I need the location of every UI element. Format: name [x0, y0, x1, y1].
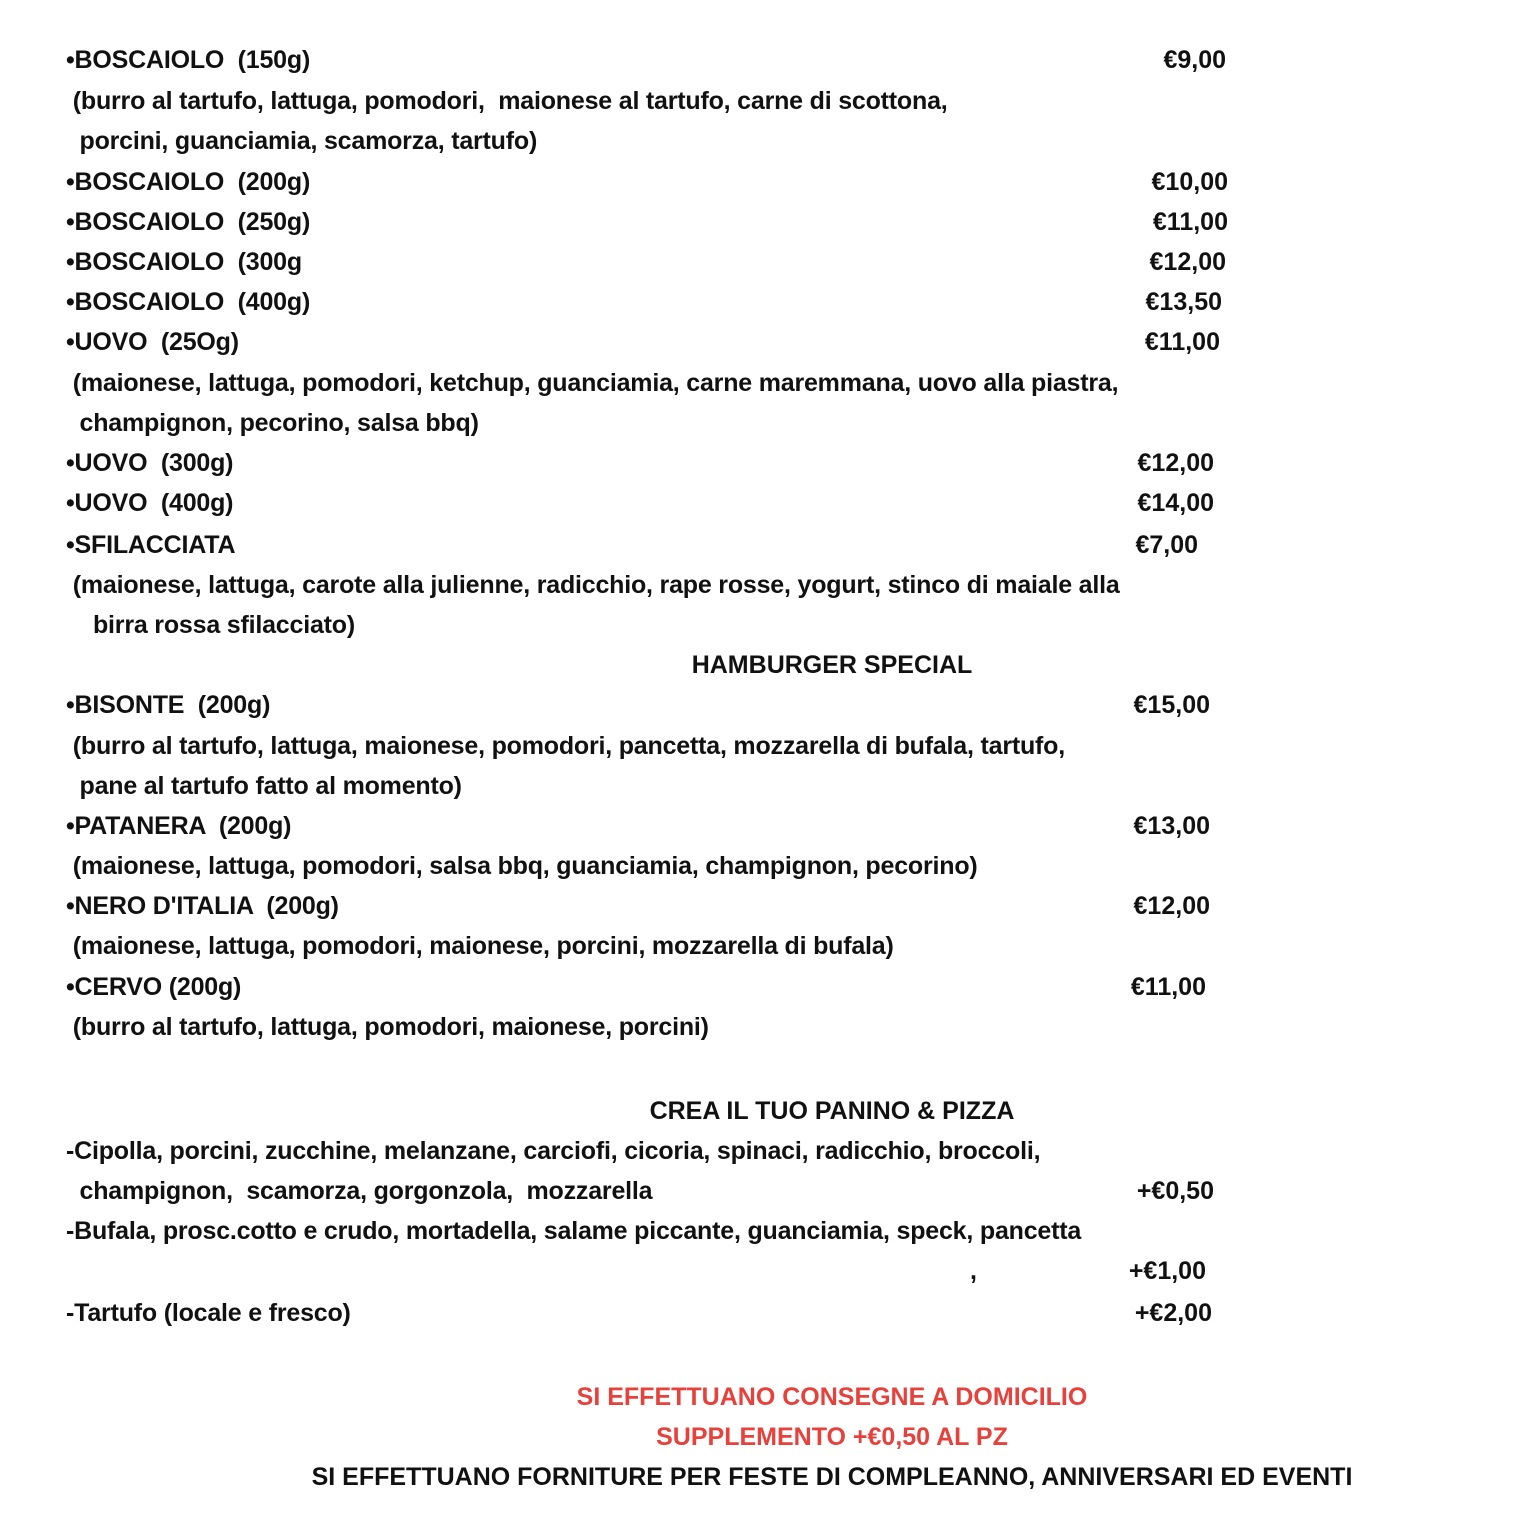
- item-description: birra rossa sfilacciato): [66, 611, 355, 639]
- item-price: €11,00: [1130, 973, 1206, 1001]
- item-description: (burro al tartufo, lattuga, pomodori, maionese, porcini): [66, 1013, 709, 1041]
- item-name: •PATANERA (200g): [66, 812, 292, 840]
- item-price: €10,00: [1151, 168, 1228, 196]
- extra-price: +€0,50: [1136, 1177, 1214, 1205]
- section-heading-crea: CREA IL TUO PANINO & PIZZA: [649, 1097, 1015, 1125]
- extra-comma: ,: [970, 1257, 977, 1285]
- events-notice: SI EFFETTUANO FORNITURE PER FESTE DI COMPLEANNO, ANNIVERSARI ED EVENTI: [311, 1463, 1353, 1491]
- item-price: €13,50: [1145, 288, 1222, 316]
- extra-line: -Tartufo (locale e fresco): [66, 1299, 351, 1327]
- item-name: •UOVO (25Og): [66, 328, 239, 356]
- item-name: •BOSCAIOLO (400g): [66, 288, 311, 316]
- item-price: €15,00: [1133, 691, 1210, 719]
- item-description: (burro al tartufo, lattuga, maionese, pomodori, pancetta, mozzarella di bufala, tartufo,: [66, 732, 1065, 760]
- item-name: •UOVO (300g): [66, 449, 234, 477]
- item-name: •BISONTE (200g): [66, 691, 271, 719]
- delivery-supplement: SUPPLEMENTO +€0,50 AL PZ: [656, 1423, 1008, 1451]
- item-description: pane al tartufo fatto al momento): [66, 772, 462, 800]
- item-price: €14,00: [1137, 489, 1214, 517]
- item-name: •BOSCAIOLO (250g): [66, 208, 311, 236]
- item-name: •UOVO (400g): [66, 489, 234, 517]
- item-name: •BOSCAIOLO (150g): [66, 46, 311, 74]
- item-price: €11,00: [1152, 208, 1228, 236]
- item-price: €12,00: [1133, 892, 1210, 920]
- item-description: (maionese, lattuga, pomodori, maionese, porcini, mozzarella di bufala): [66, 932, 894, 960]
- item-description: champignon, pecorino, salsa bbq): [66, 409, 479, 437]
- section-heading-special: HAMBURGER SPECIAL: [691, 651, 973, 679]
- extra-line: -Bufala, prosc.cotto e crudo, mortadella, salame piccante, guanciamia, speck, pancetta: [66, 1217, 1082, 1245]
- item-name: •CERVO (200g): [66, 973, 242, 1001]
- item-price: €13,00: [1133, 812, 1210, 840]
- item-description: (burro al tartufo, lattuga, pomodori, maionese al tartufo, carne di scottona,: [66, 87, 948, 115]
- item-description: (maionese, lattuga, pomodori, salsa bbq, guanciamia, champignon, pecorino): [66, 852, 978, 880]
- delivery-notice: SI EFFETTUANO CONSEGNE A DOMICILIO: [576, 1383, 1088, 1411]
- item-price: €11,00: [1144, 328, 1220, 356]
- extra-price: +€2,00: [1134, 1299, 1212, 1327]
- item-description: (maionese, lattuga, carote alla julienne, radicchio, rape rosse, yogurt, stinco di maiale alla: [66, 571, 1120, 599]
- item-price: €12,00: [1137, 449, 1214, 477]
- extra-line: champignon, scamorza, gorgonzola, mozzarella: [66, 1177, 653, 1205]
- item-price: €9,00: [1163, 46, 1226, 74]
- item-description: (maionese, lattuga, pomodori, ketchup, guanciamia, carne maremmana, uovo alla piastra,: [66, 369, 1119, 397]
- item-price: €12,00: [1149, 248, 1226, 276]
- extra-line: -Cipolla, porcini, zucchine, melanzane, carciofi, cicoria, spinaci, radicchio, broccoli,: [66, 1137, 1041, 1165]
- item-name: •SFILACCIATA: [66, 531, 236, 559]
- extra-price: +€1,00: [1128, 1257, 1206, 1285]
- item-price: €7,00: [1135, 531, 1198, 559]
- item-name: •BOSCAIOLO (200g): [66, 168, 311, 196]
- item-name: •NERO D'ITALIA (200g): [66, 892, 339, 920]
- item-name: •BOSCAIOLO (300g: [66, 248, 302, 276]
- item-description: porcini, guanciamia, scamorza, tartufo): [66, 127, 538, 155]
